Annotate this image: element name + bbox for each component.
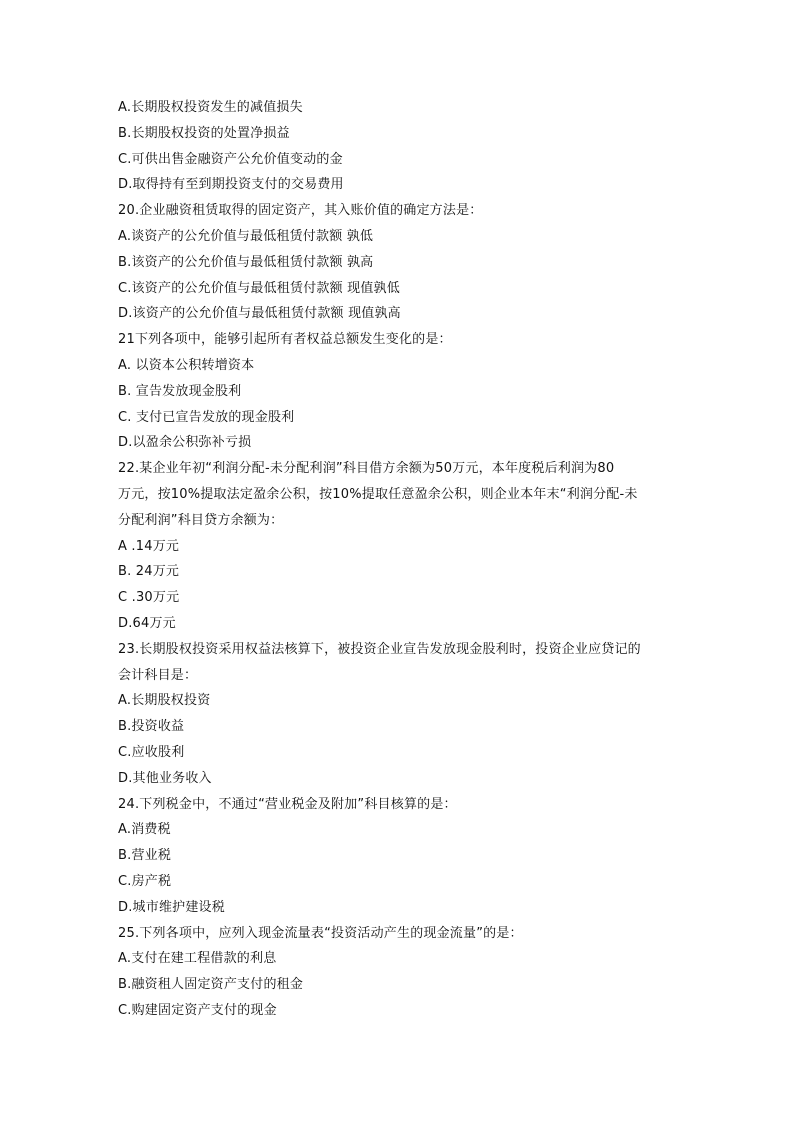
question-23-line-2: 会计科目是： bbox=[118, 667, 198, 683]
answer-option: B. 宣告发放现金股利 bbox=[118, 383, 242, 399]
question-22-line-3: 分配利润”科目贷方余额为： bbox=[118, 512, 284, 528]
document-body bbox=[118, 95, 688, 1024]
answer-option: D.以盈余公积弥补亏损 bbox=[118, 435, 252, 451]
answer-option: A.长期股权投资发生的减值损失 bbox=[118, 100, 303, 115]
question-22-line-2: 万元，按10%提取法定盈余公积，按10%提取任意盈余公积，则企业本年末“利润分配-未 bbox=[118, 486, 638, 502]
answer-option: B.营业税 bbox=[118, 848, 172, 864]
answer-option: C.可供出售金融资产公允价值变动的金 bbox=[118, 151, 343, 167]
answer-option: A.谈资产的公允价值与最低租赁付款额 孰低 bbox=[118, 228, 374, 244]
question-23-line-1: 23.长期股权投资采用权益法核算下，被投资企业宣告发放现金股利时，投资企业应贷记的 bbox=[118, 641, 641, 657]
answer-option: C.房产税 bbox=[118, 873, 172, 889]
answer-option: A .14万元 bbox=[118, 538, 180, 554]
answer-option: D.64万元 bbox=[118, 615, 176, 631]
answer-option: A. 以资本公积转增资本 bbox=[118, 357, 255, 373]
answer-option: C. 支付已宣告发放的现金股利 bbox=[118, 409, 295, 425]
answer-option: B.长期股权投资的处置净损益 bbox=[118, 125, 290, 141]
answer-option: A.消费税 bbox=[118, 822, 171, 838]
question-24: 24.下列税金中，不通过“营业税金及附加”科目核算的是： bbox=[118, 796, 457, 812]
answer-option: B.投资收益 bbox=[118, 719, 185, 735]
question-22-line-1: 22.某企业年初“利润分配-未分配利润”科目借方余额为50万元，本年度税后利润为80 bbox=[118, 461, 615, 477]
answer-option: C.该资产的公允价值与最低租赁付款额 现值孰低 bbox=[118, 280, 400, 296]
answer-option: A.支付在建工程借款的利息 bbox=[118, 951, 277, 967]
answer-option: C .30万元 bbox=[118, 590, 180, 606]
answer-option: B.该资产的公允价值与最低租赁付款额 孰高 bbox=[118, 254, 374, 270]
question-21: 21下列各项中，能够引起所有者权益总额发生变化的是： bbox=[118, 332, 452, 348]
answer-option: B. 24万元 bbox=[118, 564, 180, 580]
answer-option: B.融资租人固定资产支付的租金 bbox=[118, 977, 304, 993]
answer-option: D.城市维护建设税 bbox=[118, 899, 225, 915]
answer-option: C.应收股利 bbox=[118, 744, 185, 760]
answer-option: C.购建固定资产支付的现金 bbox=[118, 1002, 277, 1018]
answer-option: D.该资产的公允价值与最低租赁付款额 现值孰高 bbox=[118, 306, 401, 322]
answer-option: D.其他业务收入 bbox=[118, 770, 212, 786]
answer-option: A.长期股权投资 bbox=[118, 693, 211, 709]
question-20: 20.企业融资租赁取得的固定资产，其入账价值的确定方法是： bbox=[118, 203, 483, 219]
answer-option: D.取得持有至到期投资支付的交易费用 bbox=[118, 177, 344, 193]
question-25: 25.下列各项中，应列入现金流量表“投资活动产生的现金流量”的是： bbox=[118, 925, 523, 941]
